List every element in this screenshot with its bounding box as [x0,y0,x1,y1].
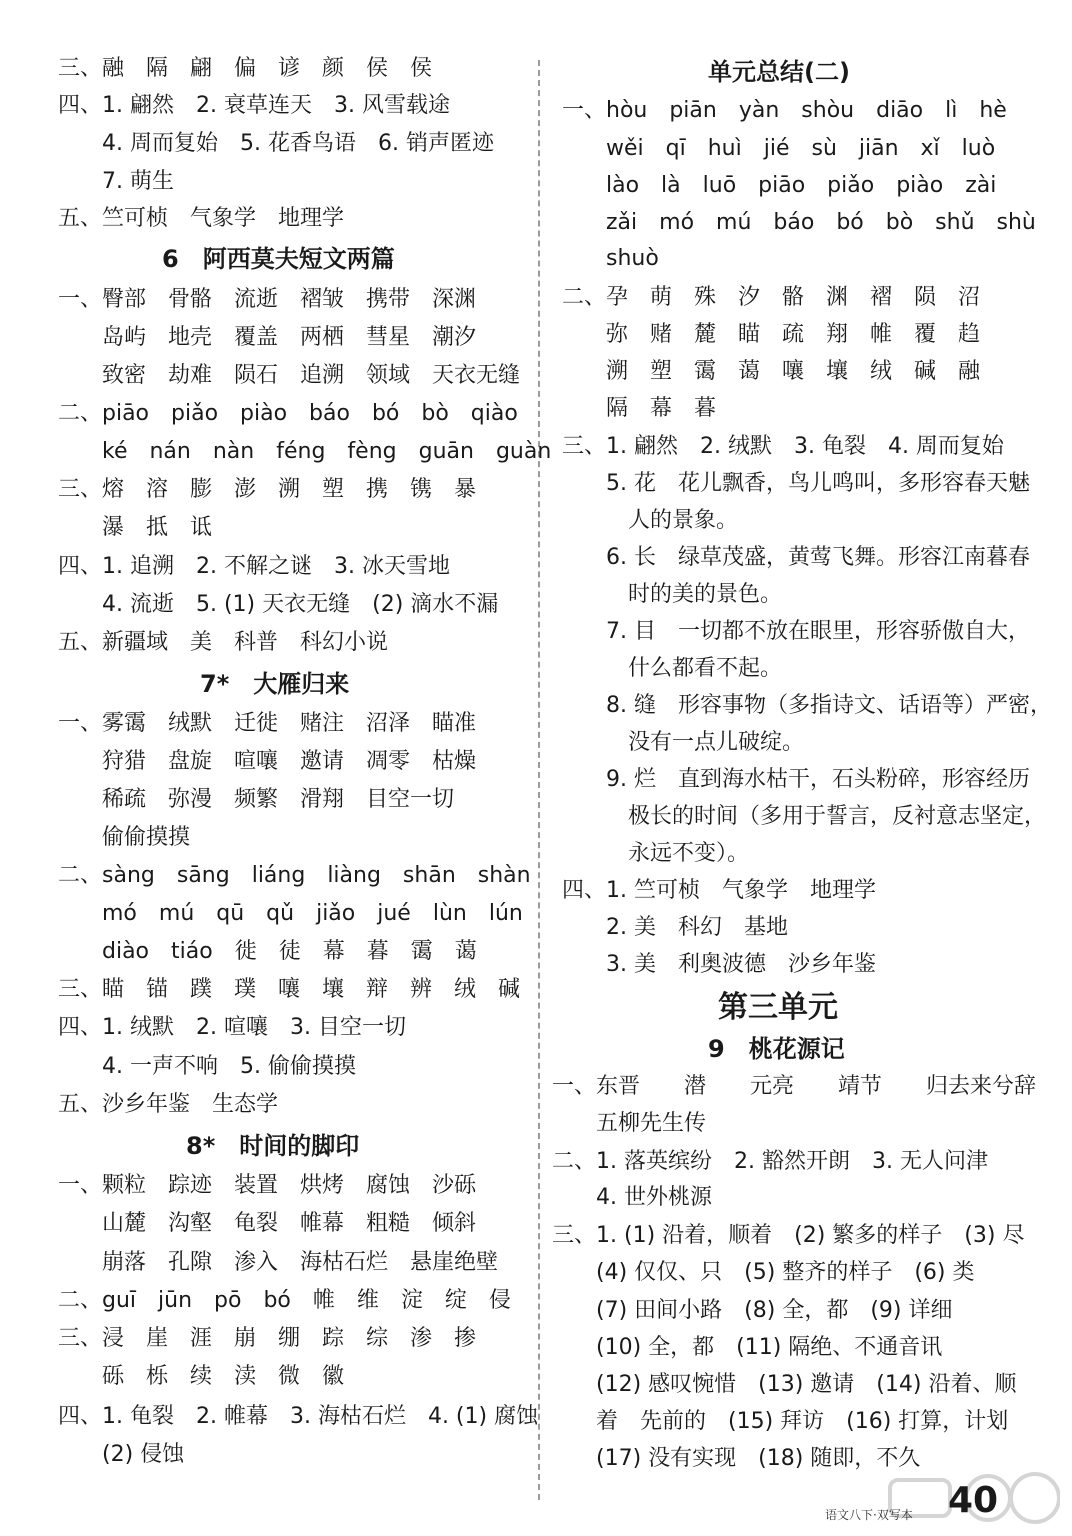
answer-line: 一、臀部 骨骼 流逝 褶皱 携带 深渊 [58,287,477,312]
answer-line: 极长的时间（多用于誓言，反衬意志坚定， [562,804,1047,829]
section-title: 单元总结(二) [708,58,850,86]
answer-line: 三、熔 溶 膨 澎 溯 塑 携 镌 暴 [58,477,477,502]
answer-line: 7. 萌生 [58,169,174,194]
answer-line: 6. 长 绿草茂盛，黄莺飞舞。形容江南暮春 [562,545,1030,570]
answer-line: 永远不变）。 [562,841,750,866]
answer-line: 4. 世外桃源 [552,1185,712,1210]
answer-line: 什么都看不起。 [562,656,783,681]
answer-line: zǎi mó mú báo bó bò shǔ shù [562,210,1036,235]
answer-line: 一、hòu piān yàn shòu diāo lì hè [562,98,1007,123]
answer-line: 五、竺可桢 气象学 地理学 [58,206,345,231]
answer-line: 三、1. 翩然 2. 绒默 3. 龟裂 4. 周而复始 [562,434,1004,459]
section-title: 6 阿西莫夫短文两篇 [162,245,395,273]
answer-line: 四、1. 翩然 2. 衰草连天 3. 风雪载途 [58,93,450,118]
answer-line: 三、融 隔 翩 偏 谚 颜 侯 侯 [58,56,433,81]
answer-line: 人的景象。 [562,508,739,533]
answer-line: 4. 周而复始 5. 花香鸟语 6. 销声匿迹 [58,131,494,156]
answer-line: 没有一点儿破绽。 [562,730,805,755]
answer-line: 8. 缝 形容事物（多指诗文、话语等）严密， [562,693,1052,718]
answer-line: (2) 侵蚀 [58,1442,185,1467]
answer-line: 一、颗粒 踪迹 装置 烘烤 腐蚀 沙砾 [58,1173,477,1198]
answer-line: 一、东晋 潜 元亮 靖节 归去来兮辞 [552,1074,1037,1099]
answer-line: 砾 栎 续 渎 微 徽 [58,1364,345,1389]
answer-line: 3. 美 利奥波德 沙乡年鉴 [562,952,876,977]
answer-line: 9. 烂 直到海水枯干，石头粉碎，形容经历 [562,767,1030,792]
answer-line: ké nán nàn féng fèng guān guàn [58,439,552,464]
answer-line: 5. 花 花儿飘香，鸟儿鸣叫，多形容春天魅 [562,471,1030,496]
answer-line: 五、沙乡年鉴 生态学 [58,1092,279,1117]
answer-line: 四、1. 追溯 2. 不解之谜 3. 冰天雪地 [58,554,450,579]
answer-line: 弥 赌 麓 瞄 疏 翔 帷 覆 趋 [562,322,981,347]
footer-label: 语文八下·双写本 [825,1508,913,1522]
answer-line: 稀疏 弥漫 频繁 滑翔 目空一切 [58,787,455,812]
answer-line: 五柳先生传 [552,1111,707,1136]
answer-line: shuò [562,246,659,271]
answer-line: (12) 感叹惋惜 (13) 邀请 (14) 沿着、顺 [552,1372,1017,1397]
answer-line: 致密 劫难 陨石 追溯 领域 天衣无缝 [58,363,521,388]
answer-line: 时的美的景色。 [562,582,783,607]
answer-line: 着 先前的 (15) 拜访 (16) 打算，计划 [552,1409,1009,1434]
answer-line: 二、1. 落英缤纷 2. 豁然开朗 3. 无人问津 [552,1149,988,1174]
answer-line: 岛屿 地壳 覆盖 两栖 彗星 潮汐 [58,325,477,350]
answer-line: 2. 美 科幻 基地 [562,915,788,940]
answer-line: 三、浸 崖 涯 崩 绷 踪 综 渗 掺 [58,1326,477,1351]
answer-line: 三、1. (1) 沿着，顺着 (2) 繁多的样子 (3) 尽 [552,1223,1025,1248]
answer-line: 偷偷摸摸 [58,825,191,850]
answer-line: mó mú qū qǔ jiǎo jué lùn lún [58,901,523,926]
answer-line: (7) 田间小路 (8) 全，都 (9) 详细 [552,1298,953,1323]
answer-line: 三、瞄 锚 蹼 璞 嚷 壤 辩 辨 绒 碱 [58,977,521,1002]
answer-line: (4) 仅仅、只 (5) 整齐的样子 (6) 类 [552,1260,975,1285]
answer-line: 四、1. 绒默 2. 喧嚷 3. 目空一切 [58,1015,406,1040]
answer-line: lào là luō piāo piǎo piào zài [562,173,997,198]
answer-line: 山麓 沟壑 龟裂 帷幕 粗糙 倾斜 [58,1211,477,1236]
answer-line: 隔 幕 暮 [562,396,717,421]
answer-line: diào tiáo 徙 徒 幕 暮 霭 蔼 [58,939,477,964]
answer-line: 四、1. 龟裂 2. 帷幕 3. 海枯石烂 4. (1) 腐蚀 [58,1404,539,1429]
answer-line: (17) 没有实现 (18) 随即，不久 [552,1446,921,1471]
answer-line: 4. 一声不响 5. 偷偷摸摸 [58,1054,356,1079]
answer-line: 狩猎 盘旋 喧嚷 邀请 凋零 枯燥 [58,749,477,774]
answer-line: 崩落 孔隙 渗入 海枯石烂 悬崖绝壁 [58,1250,499,1275]
answer-line: wěi qī huì jié sù jiān xǐ luò [562,136,996,161]
column-divider [538,60,540,1500]
answer-line: 溯 塑 霭 蔼 嚷 壤 绒 碱 融 [562,359,981,384]
page-number: 40 [948,1480,999,1521]
answer-line: 二、guī jūn pō bó 帷 维 淀 绽 侵 [58,1288,511,1313]
answer-line: 4. 流逝 5. (1) 天衣无缝 (2) 滴水不漏 [58,592,499,617]
section-title: 8* 时间的脚印 [186,1132,360,1160]
answer-line: 五、新疆域 美 科普 科幻小说 [58,630,389,655]
unit-title: 第三单元 [718,990,838,1025]
section-title: 7* 大雁归来 [200,670,350,698]
answer-line: 二、piāo piǎo piào báo bó bò qiào [58,401,518,426]
answer-line: 一、雾霭 绒默 迁徙 赌注 沼泽 瞄准 [58,711,477,736]
answer-line: 7. 目 一切都不放在眼里，形容骄傲自大， [562,619,1030,644]
answer-line: (10) 全，都 (11) 隔绝、不通音讯 [552,1335,943,1360]
answer-line: 二、孕 萌 殊 汐 骼 渊 褶 陨 沼 [562,285,981,310]
answer-line: 二、sàng sāng liáng liàng shān shàn [58,863,531,888]
answer-line: 四、1. 竺可桢 气象学 地理学 [562,878,876,903]
answer-line: 瀑 抵 诋 [58,515,213,540]
section-title: 9 桃花源记 [708,1035,845,1063]
